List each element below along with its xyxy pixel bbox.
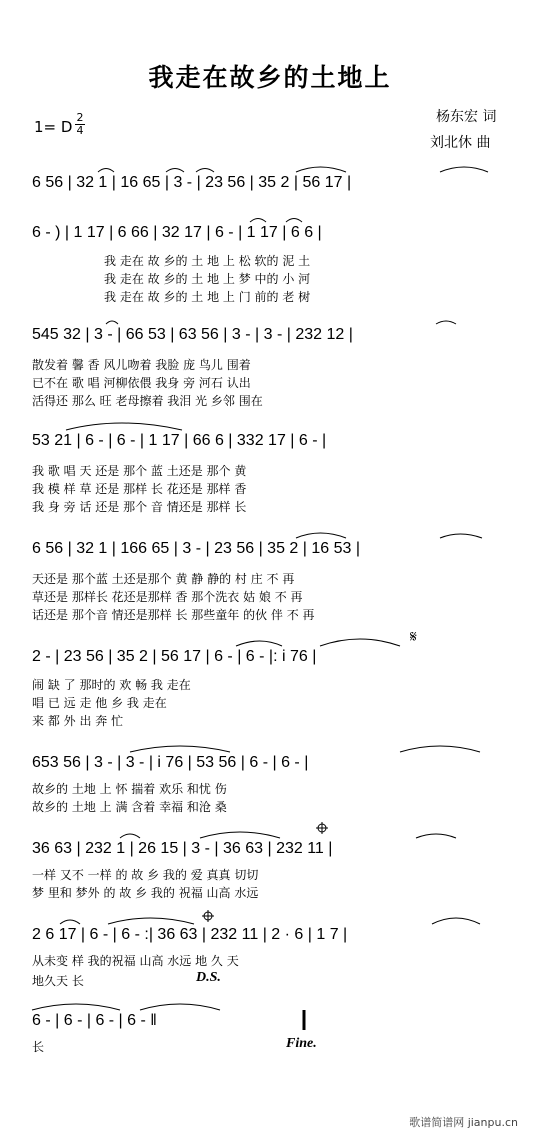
lyric-5-3: 话还是 那个音 情还是那样 长 那些童年 的伙 伴 不 再	[32, 608, 315, 622]
meter-bottom: 4	[76, 124, 84, 137]
slur-6b	[320, 639, 400, 646]
lyric-6-3: 来 都 外 出 奔 忙	[32, 714, 124, 728]
notes-8: 36 63 | 232 1 | 26 15 | 3 - | 36 63 | 232 11 |	[32, 840, 333, 857]
slur-10b	[140, 1004, 220, 1010]
lyric-2-2: 我 走在 故 乡的 土 地 上 梦 中的 小 河	[104, 272, 311, 286]
ds-marking: D.S.	[196, 970, 221, 985]
lyric-6-1: 闹 缺 了 那时的 欢 畅 我 走在	[32, 678, 191, 692]
slur-5b	[440, 534, 482, 538]
lyric-8-1: 一样 又不 一样 的 故 乡 我的 爱 真真 切切	[32, 868, 259, 882]
lyric-4-2: 我 模 样 草 还是 那样 长 花还是 那样 香	[32, 482, 247, 496]
lyric-7-2: 故乡的 土地 上 满 含着 幸福 和沧 桑	[32, 800, 227, 814]
lyric-4-3: 我 身 旁 话 还是 那个 音 情还是 那样 长	[32, 500, 247, 514]
slur-9a	[60, 920, 80, 924]
notes-6: 2 - | 23 56 | 35 2 | 56 17 | 6 - | 6 - |: i 76 |	[32, 648, 317, 665]
lyric-2-3: 我 走在 故 乡的 土 地 上 门 前的 老 树	[104, 290, 311, 304]
notes-2: 6 - ) | 1 17 | 6 66 | 32 17 | 6 - | 1 17 | 6 6 |	[32, 224, 322, 241]
notes-10: 6 - | 6 - | 6 - | 6 - ‖	[32, 1012, 157, 1029]
notes-3: 545 32 | 3 - | 66 53 | 63 56 | 3 - | 3 - | 232 12 |	[32, 326, 353, 343]
lyric-5-1: 天还是 那个蓝 土还是那个 黄 静 静的 村 庄 不 再	[32, 572, 295, 586]
lyric-6-2: 唱 已 远 走 他 乡 我 走在	[32, 696, 167, 710]
lyric-3-2: 已不在 歌 唱 河柳依偎 我身 旁 河石 认出	[32, 376, 251, 390]
meter-top: 2	[76, 111, 84, 124]
song-title: 我走在故乡的土地上	[148, 63, 392, 92]
slur-2a	[250, 219, 266, 223]
slur-6a	[236, 641, 282, 646]
lyricist-credit: 杨东宏 词	[436, 109, 497, 125]
slur-8a	[120, 834, 140, 838]
slur-9b	[108, 918, 194, 924]
slur-9c	[432, 918, 480, 924]
slur-7b	[400, 746, 480, 752]
lyric-3-1: 散发着 馨 香 风儿吻着 我脸 庞 鸟儿 围着	[32, 358, 251, 372]
notes-1: 6 56 | 32 1 | 16 65 | 3 - | 23 56 | 35 2 | 56 17 |	[32, 174, 352, 191]
site-watermark: 歌谱简谱网 jianpu.cn	[409, 1116, 518, 1129]
lyric-4-1: 我 歌 唱 天 还是 那个 蓝 土还是 那个 黄	[32, 464, 247, 478]
slur-3a	[106, 321, 118, 324]
slur-10a	[32, 1004, 120, 1010]
lyric-2-1: 我 走在 故 乡的 土 地 上 松 软的 泥 土	[104, 254, 311, 268]
slur-3b	[436, 321, 456, 324]
notes-5: 6 56 | 32 1 | 166 65 | 3 - | 23 56 | 35 2 | 16 53 |	[32, 540, 360, 557]
notes-4: 53 21 | 6 - | 6 - | 1 17 | 66 6 | 332 17 | 6 - |	[32, 432, 327, 449]
lyric-3-3: 活得还 那么 旺 老母擦着 我泪 光 乡邻 围在	[32, 394, 263, 408]
composer-credit: 刘北休 曲	[430, 135, 491, 151]
slur-1e	[440, 167, 488, 172]
key-signature: 1= D	[34, 118, 73, 136]
lyric-7-1: 故乡的 土地 上 怀 揣着 欢乐 和忧 伤	[32, 782, 227, 796]
notes-7: 653 56 | 3 - | 3 - | i 76 | 53 56 | 6 - | 6 - |	[32, 754, 309, 771]
slur-4a	[66, 423, 182, 430]
slur-1c	[196, 169, 214, 173]
slur-8c	[416, 834, 456, 838]
lyric-10-1: 长	[32, 1040, 45, 1054]
segno-icon: 𝄋	[410, 627, 417, 646]
slur-5a	[296, 533, 346, 538]
notes-9: 2 6 17 | 6 - | 6 - :| 36 63 | 232 11 | 2 · 6 | 1 7 |	[32, 926, 348, 943]
coda-sign-icon	[202, 822, 328, 922]
slur-1d	[296, 167, 346, 172]
lyric-5-2: 草还是 那样长 花还是那样 香 那个洗衣 姑 娘 不 再	[32, 590, 303, 604]
lyric-8-2: 梦 里和 梦外 的 故 乡 我的 祝福 山高 水远	[32, 886, 259, 900]
slur-1b	[166, 169, 184, 173]
slur-7a	[130, 746, 230, 752]
slur-2b	[286, 219, 302, 223]
slur-8b	[200, 832, 280, 838]
lyric-9-1: 从未变 样 我的祝福 山高 水远 地 久 天	[32, 954, 239, 968]
slur-1a	[98, 169, 114, 173]
lyric-9-2: 地久天 长	[32, 974, 84, 988]
fine-marking: Fine.	[286, 1036, 317, 1051]
